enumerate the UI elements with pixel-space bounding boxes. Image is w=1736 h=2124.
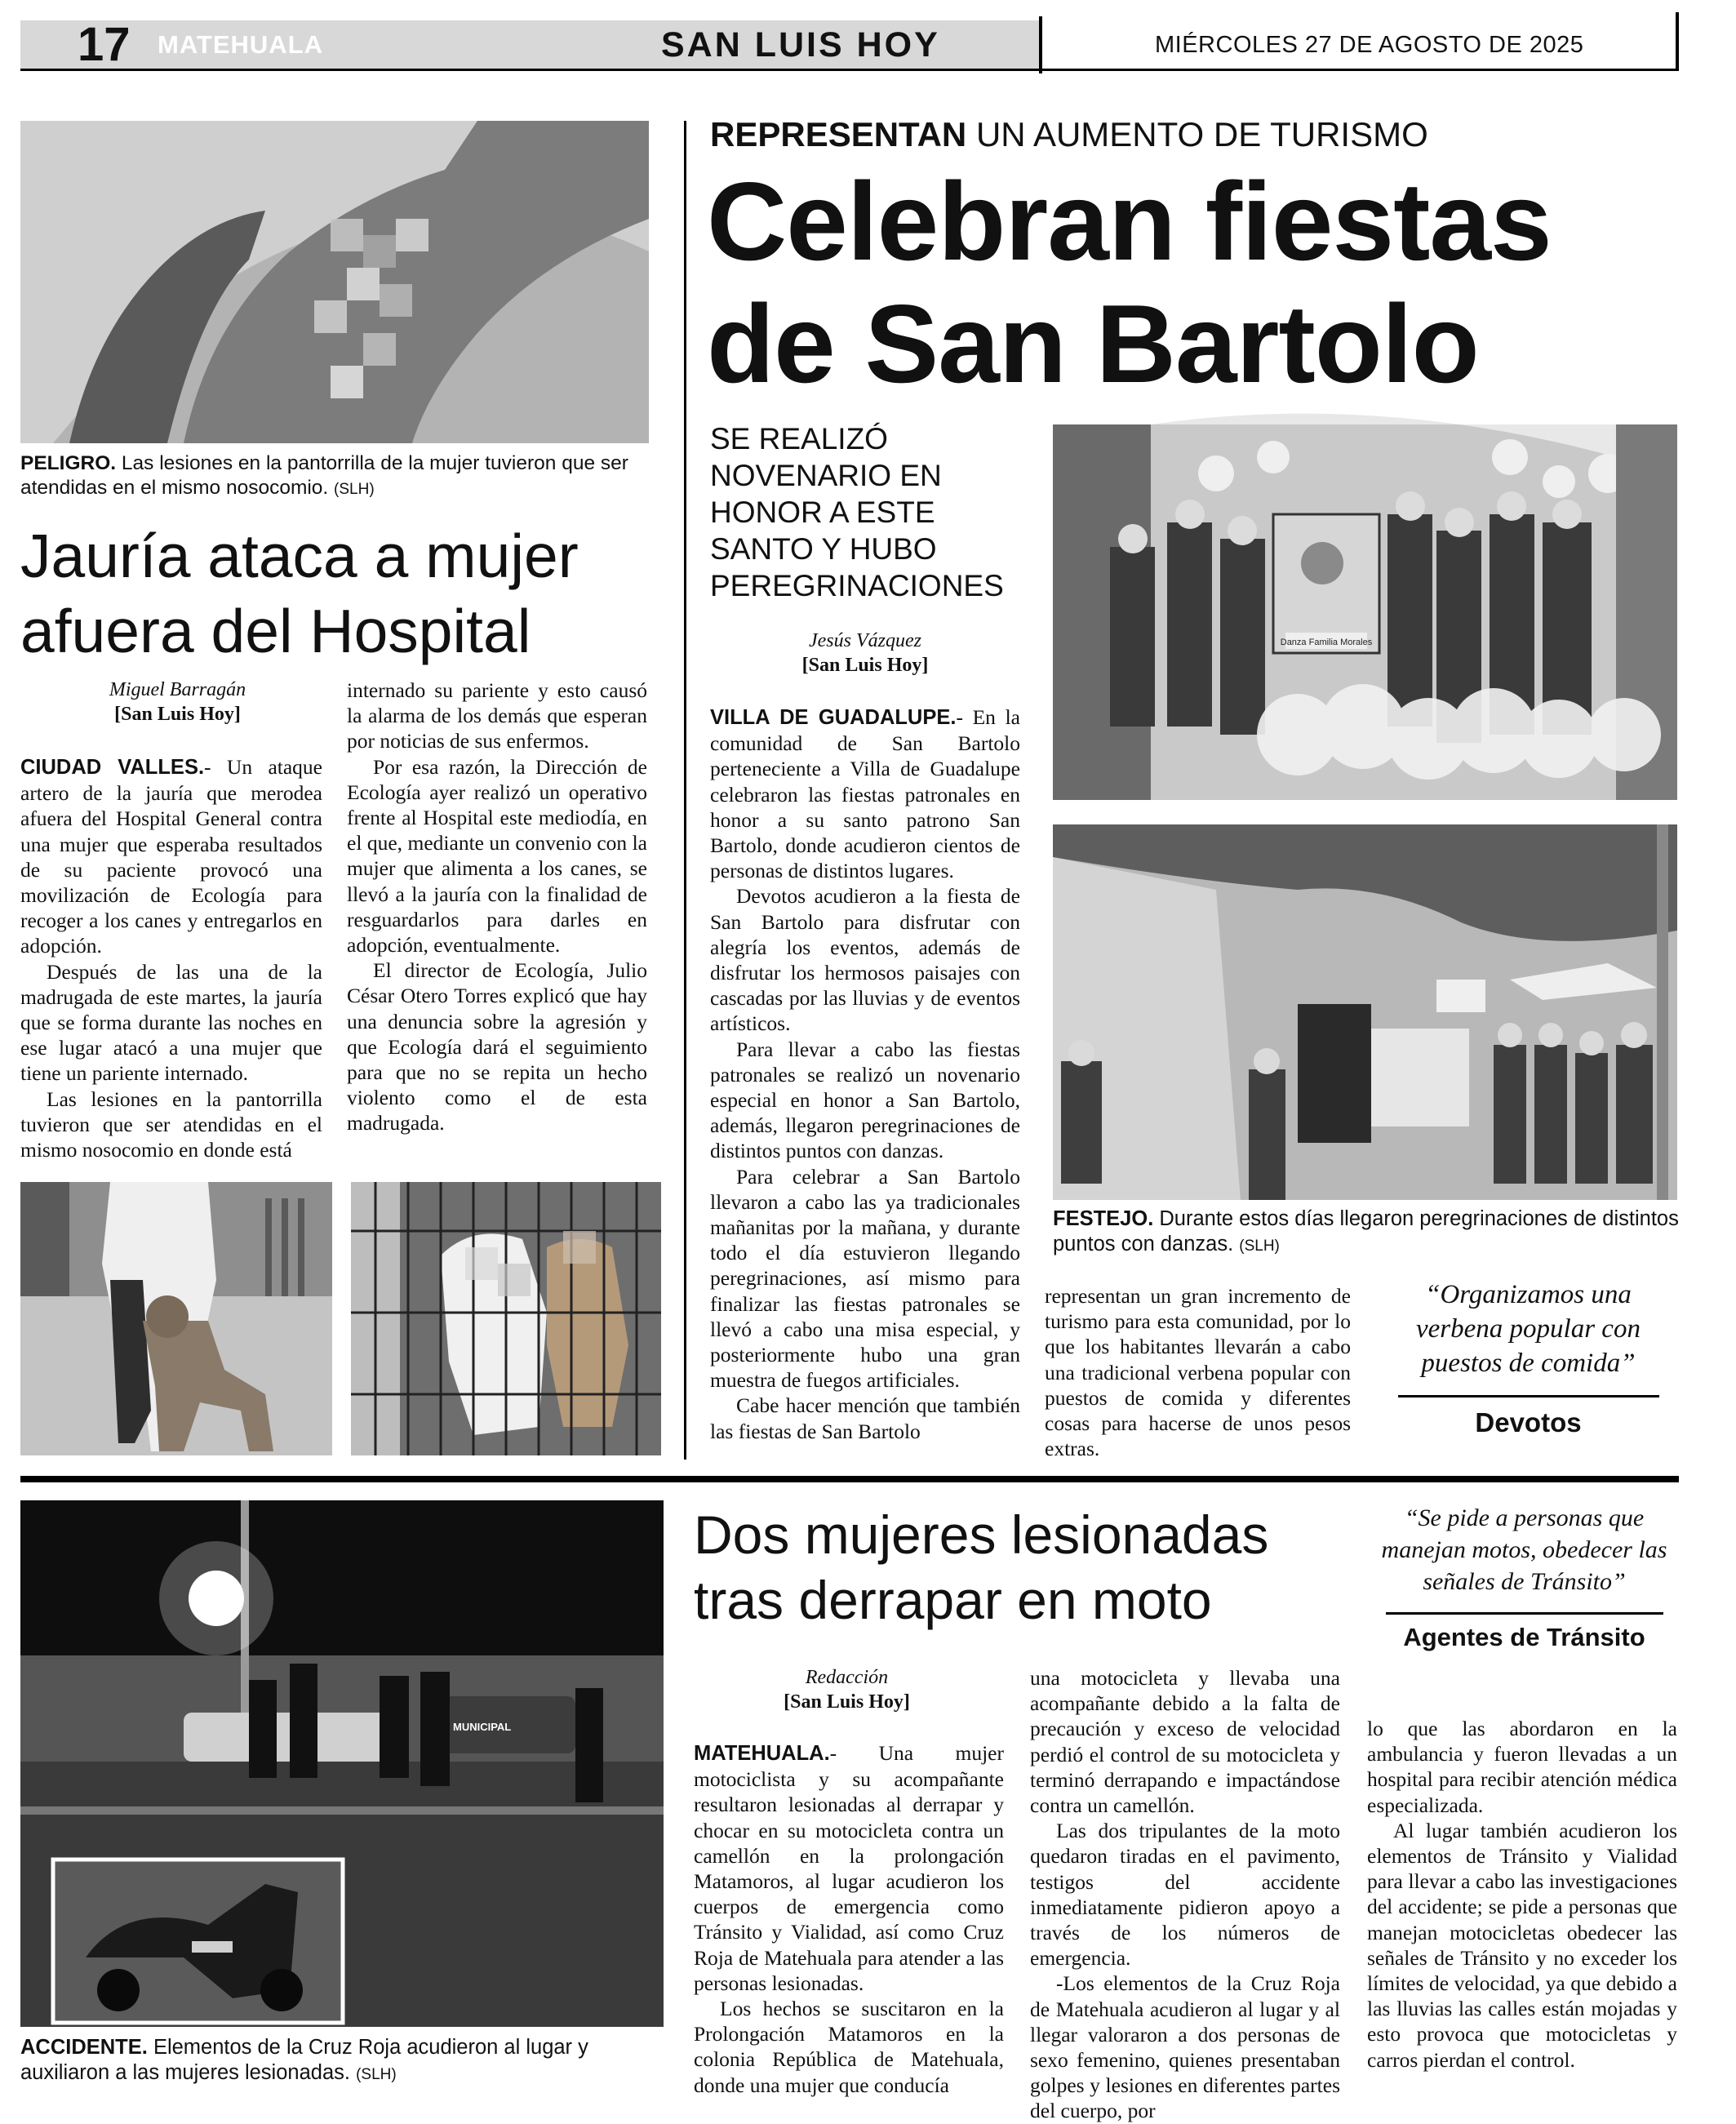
dateline: CIUDAD VALLES. <box>20 756 205 779</box>
photo-caption <box>1053 1206 1681 1259</box>
kicker <box>710 114 1428 155</box>
caption-credit: (SLH) <box>1239 1238 1280 1255</box>
masthead: SAN LUIS HOY <box>661 25 940 64</box>
quote-source: Devotos <box>1475 1407 1582 1437</box>
paragraph: internado su pariente y esto causó la alarma de los demás que esperan por noticias de sus enfermos. <box>347 678 647 753</box>
paragraph: Los hechos se suscitaron en la Prolongación Matamoros en la colonia República de Matehuala, donde una mujer que conducía <box>694 1997 1004 2097</box>
section-rule <box>20 1476 1679 1482</box>
caption-credit: (SLH) <box>356 2066 397 2083</box>
outlet-name: [San Luis Hoy] <box>801 655 929 676</box>
header-rule <box>1042 69 1679 71</box>
subhead: SE REALIZÓ NOVENARIO EN HONOR A ESTE SANTO Y HUBO PEREGRINACIONES <box>710 422 1004 602</box>
article-column <box>1045 1283 1351 1461</box>
column-divider <box>684 121 686 1460</box>
header-divider <box>1039 16 1042 73</box>
caption-text: Elementos de la Cruz Roja acudieron al lugar y auxiliaron a las mujeres lesionadas. <box>20 2036 588 2084</box>
paragraph: Después de las una de la madrugada de este martes, la jauría que se forma durante las noches en ese lugar atacó a una mujer que tiene un pariente internado. <box>20 959 322 1086</box>
byline <box>710 629 1020 678</box>
vehicle-label: MUNICIPAL <box>453 1721 512 1733</box>
paragraph: - Una mujer motociclista y su acompañante resultaron lesionadas al derrapar y chocar en su motocicleta contra un camellón en la prolongación Matamoros, al lugar acudieron los cuerpos de emergencia como Tránsito y Vialidad, así como Cruz Roja de Matehuala para atender a las personas lesionadas. <box>694 1741 1004 1995</box>
page-header <box>20 20 1679 71</box>
article-column <box>1030 1665 1340 2124</box>
photo-accident-scene <box>20 1500 664 2027</box>
paragraph: Para llevar a cabo las fiestas patronales se realizó un novenario especial en honor a San Bartolo, además, llegaron peregrinaciones de distintos puntos con danzas. <box>710 1037 1020 1163</box>
photo-procession <box>1053 824 1677 1200</box>
photo-caption <box>20 2035 665 2087</box>
paragraph: Por esa razón, la Dirección de Ecología ayer realizó un operativo frente al Hospital este mediodía, en el que, mediante un convenio con la mujer que alimenta a los canes, se llevó a la jauría con la finalidad de resguardarlos para darles en adopción, eventualmente. <box>347 754 647 958</box>
paragraph: El director de Ecología, Julio César Otero Torres explicó que hay una denuncia sobre la agresión y que Ecología dará el seguimiento para que no se repita un hecho violento como el de esta madrugada. <box>347 958 647 1135</box>
article-column <box>347 678 647 1136</box>
paragraph: - Un ataque artero de la jauría que merodea afuera del Hospital General contra una mujer que esperaba resultados de su paciente provocó una movilización de Ecología para recoger a los canes y entregarlos en adopción. <box>20 755 323 958</box>
paragraph: - En la comunidad de San Bartolo perteneciente a Villa de Guadalupe celebraron las fiestas patronales en honor a su santo patrono San Bartolo, donde acudieron cientos de personas de distintos lugares. <box>710 705 1020 883</box>
page-number: 17 <box>78 18 131 71</box>
photo-dancers <box>1053 424 1677 800</box>
paragraph: -Los elementos de la Cruz Roja de Matehuala acudieron al lugar y al llegar valoraron a dos personas de sexo femenino, quienes presentaban golpes y lesiones en diferentes partes del cuerpo, por <box>1030 1971 1340 2123</box>
photo-caption <box>20 451 649 502</box>
banner-text: Danza Familia Morales <box>1280 638 1373 647</box>
paragraph: lo que las abordaron en la ambulancia y fueron llevadas a un hospital para recibir atención médica especializada. <box>1367 1717 1677 1817</box>
headline: Jauría ataca a mujer afuera del Hospital <box>20 522 579 665</box>
author-name: Miguel Barragán <box>109 679 246 700</box>
photo-dog-leash <box>20 1182 332 1455</box>
caption-text: Las lesiones en la pantorrilla de la mujer tuvieron que ser atendidas en el mismo nosocomio. <box>20 452 628 499</box>
outlet-name: [San Luis Hoy] <box>114 704 241 725</box>
quote-source: Agentes de Tránsito <box>1403 1623 1645 1651</box>
paragraph: Al lugar también acudieron los elementos de Tránsito y Vialidad para llevar a cabo las investigaciones del accidente; se pide a personas que manejan motocicletas obedecer las señales de Tránsito y no exceder los límites de velocidad, ya que debido a las lluvias las calles están mojadas y esto provoca que motocicletas y carros pierdan el control. <box>1367 1818 1677 2072</box>
author-name: Redacción <box>805 1667 889 1688</box>
article-column <box>1367 1716 1677 2073</box>
issue-date: MIÉRCOLES 27 DE AGOSTO DE 2025 <box>1155 32 1584 58</box>
article-column <box>20 754 322 1162</box>
quote-rule <box>1386 1612 1663 1615</box>
byline <box>20 678 335 727</box>
paragraph: Las dos tripulantes de la moto quedaron tiradas en el pavimento, testigos del accidente inmediatamente pidieron apoyo a través de los números de emergencia. <box>1030 1819 1340 1971</box>
headline: Celebran fiestas de San Bartolo <box>707 159 1552 406</box>
paragraph: Cabe hacer mención que también las fiestas de San Bartolo <box>710 1393 1020 1443</box>
kicker-rest: UN AUMENTO DE TURISMO <box>975 115 1428 153</box>
paragraph: representan un gran incremento de turismo para esta comunidad, por lo que los habitantes llevarán a cabo una tradicional verbena popular con puestos de comida y diferentes cosas para hacerse de unos pesos extras. <box>1045 1284 1351 1461</box>
kicker-bold: REPRESENTAN <box>710 115 967 153</box>
paragraph: Para celebrar a San Bartolo llevaron a cabo las ya tradicionales mañanitas por la mañana, y durante todo el día estuvieron llegando peregrinaciones, así mismo para finalizar las fiestas patronales se llevó a cabo una misa especial, y posteriormente hubo una gran muestra de fuegos artificiales. <box>710 1164 1020 1393</box>
paragraph: una motocicleta y llevaba una acompañante debido a la falta de precaución y exceso de velocidad perdió el control de su motocicleta y terminó derrapando e impactándose contra un camellón. <box>1030 1666 1340 1818</box>
byline <box>694 1665 1000 1714</box>
quote-text: “Organizamos una verbena popular con puestos de comida” <box>1416 1280 1641 1378</box>
pull-quote <box>1379 1278 1677 1438</box>
headline: Dos mujeres lesionadas tras derrapar en moto <box>694 1504 1269 1630</box>
caption-kicker: ACCIDENTE. <box>20 2036 148 2059</box>
paragraph: Las lesiones en la pantorrilla tuvieron que ser atendidas en el mismo nosocomio en donde está <box>20 1086 322 1162</box>
caption-kicker: PELIGRO. <box>20 452 117 474</box>
quote-rule <box>1398 1395 1659 1397</box>
caption-kicker: FESTEJO. <box>1053 1207 1154 1230</box>
caption-text: Durante estos días llegaron peregrinaciones de distintos puntos con danzas. <box>1053 1207 1679 1255</box>
photo-leg-injury <box>20 121 649 443</box>
caption-credit: (SLH) <box>334 481 375 498</box>
quote-text: “Se pide a personas que manejan motos, obedecer las señales de Tránsito” <box>1381 1504 1667 1595</box>
article-column <box>710 704 1020 1444</box>
article-column <box>694 1740 1004 2098</box>
outlet-name: [San Luis Hoy] <box>784 1691 910 1713</box>
author-name: Jesús Vázquez <box>809 630 921 651</box>
photo-caged-dogs <box>351 1182 661 1455</box>
dateline: MATEHUALA. <box>694 1742 830 1765</box>
paragraph: Devotos acudieron a la fiesta de San Bartolo para disfrutar con alegría los eventos, además de disfrutar los hermosos paisajes con cascadas por las lluvias y de eventos artísticos. <box>710 884 1020 1036</box>
section-name: MATEHUALA <box>158 30 324 59</box>
dateline: VILLA DE GUADALUPE. <box>710 706 957 729</box>
header-right-edge <box>1676 12 1679 71</box>
pull-quote <box>1371 1502 1677 1652</box>
